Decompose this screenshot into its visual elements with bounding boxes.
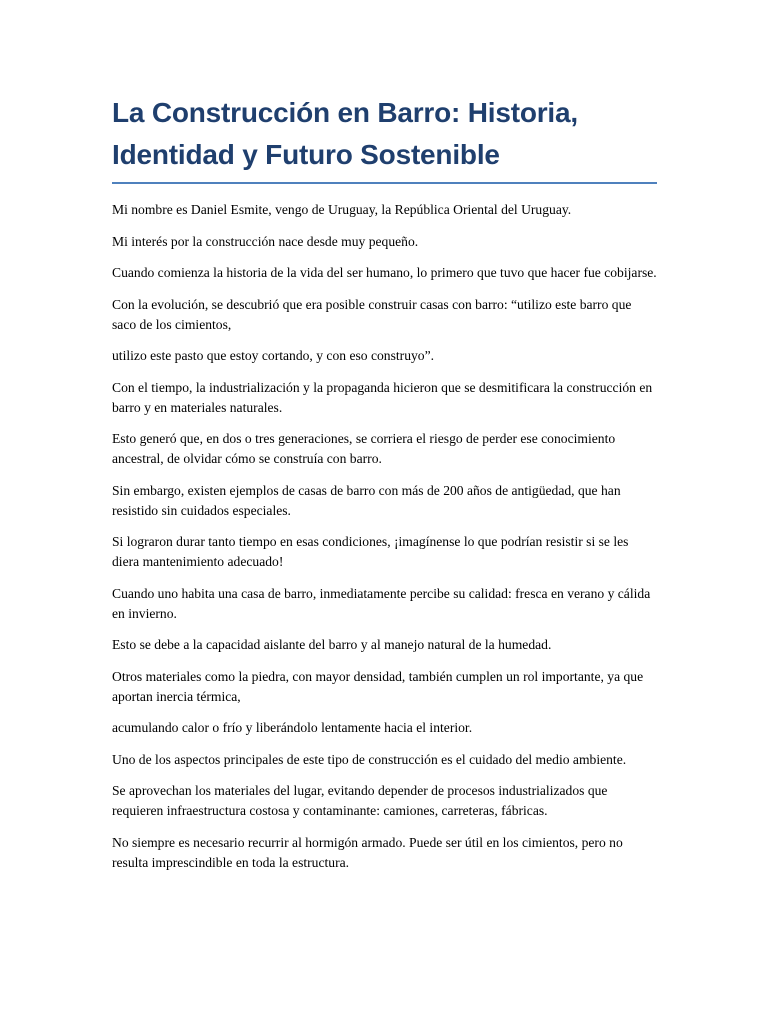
paragraph: Con el tiempo, la industrialización y la propaganda hicieron que se desmitificara la construcción en barro y en materiales naturales. [112,379,653,415]
paragraph: acumulando calor o frío y liberándolo lentamente hacia el interior. [112,720,473,735]
paragraph: Mi nombre es Daniel Esmite, vengo de Uruguay, la República Oriental del Uruguay. [112,202,572,217]
paragraph: Si lograron durar tanto tiempo en esas condiciones, ¡imagínense lo que podrían resistir si se les diera mantenimiento adecuado! [112,534,629,569]
paragraph: Esto generó que, en dos o tres generaciones, se corriera el riesgo de perder ese conocimiento ancestral, de olvidar cómo se construía con barro. [112,431,616,466]
document-title: La Construcción en Barro: Historia, Identidad y Futuro Sostenible [112,92,657,184]
paragraph: No siempre es necesario recurrir al hormigón armado. Puede ser útil en los cimientos, pero no resulta imprescindible en toda la estructura. [112,834,623,870]
paragraph: Mi interés por la construcción nace desde muy pequeño. [112,233,419,249]
paragraph: Sin embargo, existen ejemplos de casas de barro con más de 200 años de antigüedad, que han resistido sin cuidados especiales. [112,482,621,518]
document-body [112,200,657,873]
paragraph: Uno de los aspectos principales de este tipo de construcción es el cuidado del medio ambiente. [112,751,627,767]
paragraph: Cuando uno habita una casa de barro, inmediatamente percibe su calidad: fresca en verano y cálida en invierno. [112,585,651,621]
paragraph: Esto se debe a la capacidad aislante del barro y al manejo natural de la humedad. [112,637,552,652]
paragraph: utilizo este pasto que estoy cortando, y con eso construyo”. [112,348,435,363]
paragraph: Se aprovechan los materiales del lugar, evitando depender de procesos industrializados que requieren infraestructura costosa y contaminante: camiones, carreteras, fábricas. [112,783,608,818]
paragraph: Otros materiales como la piedra, con mayor densidad, también cumplen un rol importante, ya que aportan inercia térmica, [112,668,644,704]
paragraph: Con la evolución, se descubrió que era posible construir casas con barro: “utilizo este barro que saco de los cimientos, [112,296,632,332]
document-page [112,92,657,884]
paragraph: Cuando comienza la historia de la vida del ser humano, lo primero que tuvo que hacer fue cobijarse. [112,265,657,280]
